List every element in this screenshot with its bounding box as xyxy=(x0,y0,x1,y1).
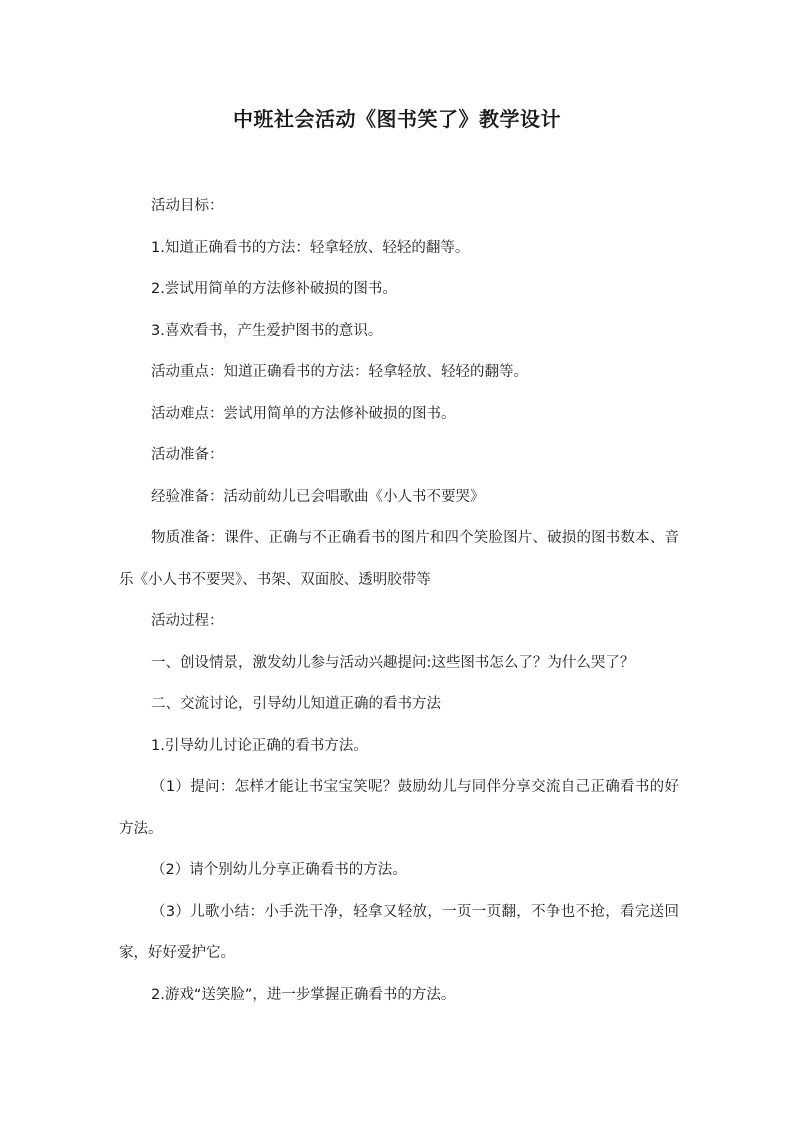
paragraph-step-2-1-c: （3）儿歌小结：小手洗干净，轻拿又轻放，一页一页翻，不争也不抢，看完送回家，好好爱护它。 xyxy=(119,903,679,961)
paragraph-step-2: 二、交流讨论，引导幼儿知道正确的看书方法 xyxy=(151,696,441,712)
paragraph-objective-1: 1.知道正确看书的方法：轻拿轻放、轻轻的翻等。 xyxy=(151,239,470,256)
paragraph-material-prep: 物质准备：课件、正确与不正确看书的图片和四个笑脸图片、破损的图书数本、音乐《小人书不要哭》、书架、双面胶、透明胶带等 xyxy=(119,530,679,588)
paragraph-preparation-heading: 活动准备： xyxy=(151,447,224,463)
document-title: 中班社会活动《图书笑了》教学设计 xyxy=(233,107,561,131)
paragraph-step-2-1: 1.引导幼儿讨论正确的看书方法。 xyxy=(151,737,368,754)
paragraph-objective-3: 3.喜欢看书，产生爱护图书的意识。 xyxy=(151,322,383,339)
paragraph-objective-2: 2.尝试用简单的方法修补破损的图书。 xyxy=(151,281,397,297)
paragraph-step-1: 一、创设情景，激发幼儿参与活动兴趣提问:这些图书怎么了？为什么哭了？ xyxy=(151,654,635,671)
paragraph-step-2-1-a: （1）提问：怎样才能让书宝宝笑呢？鼓励幼儿与同伴分享交流自己正确看书的好方法。 xyxy=(119,779,679,837)
document-body xyxy=(119,186,679,1016)
paragraph-difficulty: 活动难点：尝试用简单的方法修补破损的图书。 xyxy=(151,405,456,422)
paragraph-process-heading: 活动过程： xyxy=(151,613,224,629)
paragraph-step-2-1-b: （2）请个别幼儿分享正确看书的方法。 xyxy=(151,862,407,878)
paragraph-key-point: 活动重点：知道正确看书的方法：轻拿轻放、轻轻的翻等。 xyxy=(151,364,528,380)
paragraph-step-2-2: 2.游戏“送笑脸”，进一步掌握正确看书的方法。 xyxy=(151,986,456,1003)
paragraph-experience-prep: 经验准备：活动前幼儿已会唱歌曲《小人书不要哭》 xyxy=(151,488,485,505)
paragraph-objectives-heading: 活动目标： xyxy=(151,198,224,214)
